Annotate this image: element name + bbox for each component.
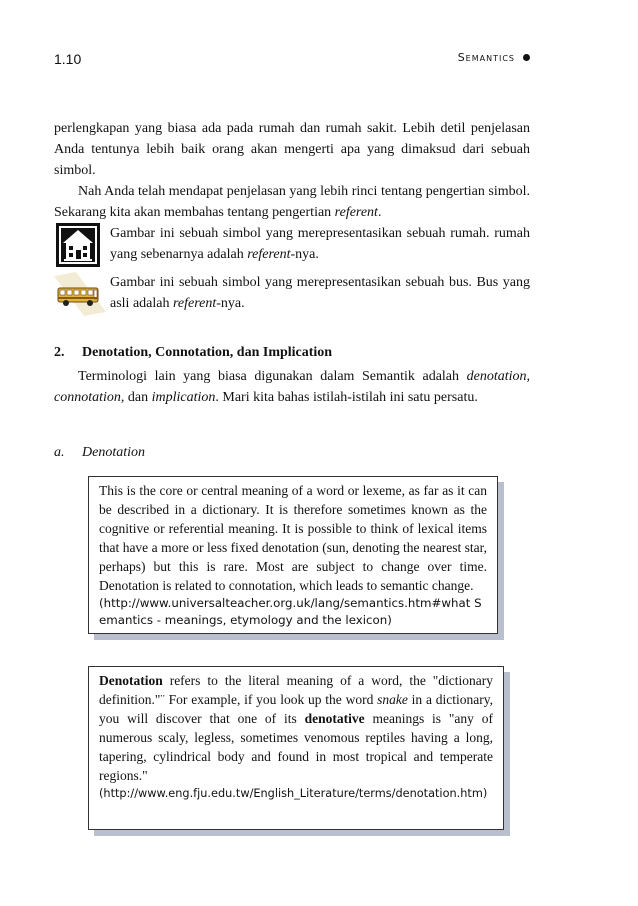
quote-2-source: (http://www.eng.fju.edu.tw/English_Literature/terms/denotation.htm) bbox=[99, 787, 488, 800]
example-bus-text: Gambar ini sebuah simbol yang merepresentasikan sebuah bus. Bus yang asli adalah referent-nya. bbox=[110, 275, 530, 311]
quote-1-source: (http://www.universalteacher.org.uk/lang/semantics.htm#what Semantics - meanings, etymology and the lexicon) bbox=[99, 596, 482, 627]
bullet-icon bbox=[523, 54, 530, 61]
denotation-term: Denotation bbox=[99, 673, 163, 688]
page-number: 1.10 bbox=[54, 51, 82, 67]
section-2-number: 2. bbox=[54, 345, 65, 360]
bus-icon bbox=[54, 272, 106, 316]
house-icon bbox=[56, 223, 100, 267]
section-2-heading bbox=[54, 345, 530, 361]
section-2-paragraph: Terminologi lain yang biasa digunakan dalam Semantik adalah denotation, connotation, dan implication. Mari kita bahas istilah-istilah ini satu persatu. bbox=[54, 369, 530, 405]
example-bus bbox=[54, 272, 530, 320]
snake-term: snake bbox=[377, 692, 408, 707]
subsection-a-heading bbox=[54, 445, 145, 461]
section-2-text bbox=[54, 366, 530, 408]
example-house bbox=[54, 223, 530, 271]
intro-paragraph-1: perlengkapan yang biasa ada pada rumah dan rumah sakit. Lebih detil penjelasan Anda tentunya lebih baik orang akan mengerti apa yang dimaksud dari sebuah simbol. bbox=[54, 121, 530, 178]
referent-term: referent bbox=[334, 205, 378, 220]
example-house-text: Gambar ini sebuah simbol yang merepresentasikan sebuah rumah. rumah yang sebenarnya adalah referent-nya. bbox=[110, 226, 530, 262]
subsection-a-letter: a. bbox=[54, 445, 65, 460]
running-head-group bbox=[458, 51, 530, 64]
running-head: Semantics bbox=[457, 51, 515, 64]
page-header bbox=[54, 51, 530, 69]
subsection-a-title: Denotation bbox=[82, 445, 145, 460]
quote-box-2 bbox=[88, 666, 504, 830]
quote-2-text: Denotation refers to the literal meaning of a word, the "dictionary definition."¨ For example, if you look up the word snake in a dictionary, you will discover that one of its denotative meanings is "any of numerous scaly, legless, sometimes venomous reptiles having a long, tapering, cylindrical body and found in most tropical and temperate regions." bbox=[99, 673, 493, 783]
intro-text bbox=[54, 118, 530, 223]
denotative-term: denotative bbox=[304, 711, 365, 726]
section-2-title: Denotation, Connotation, dan Implication bbox=[82, 345, 333, 360]
quote-box-1 bbox=[88, 476, 498, 634]
intro-paragraph-2: Nah Anda telah mendapat penjelasan yang lebih rinci tentang pengertian simbol. Sekarang kita akan membahas tentang pengertian referent. bbox=[54, 184, 530, 220]
quote-1-text: This is the core or central meaning of a word or lexeme, as far as it can be described in a dictionary. It is therefore sometimes known as the cognitive or referential meaning. It is possible to think of lexical items that have a more or less fixed denotation (sun, denoting the nearest star, perhaps) but this is rare. Most are subject to change over time. Denotation is related to connotation, which leads to semantic change. bbox=[99, 483, 487, 593]
